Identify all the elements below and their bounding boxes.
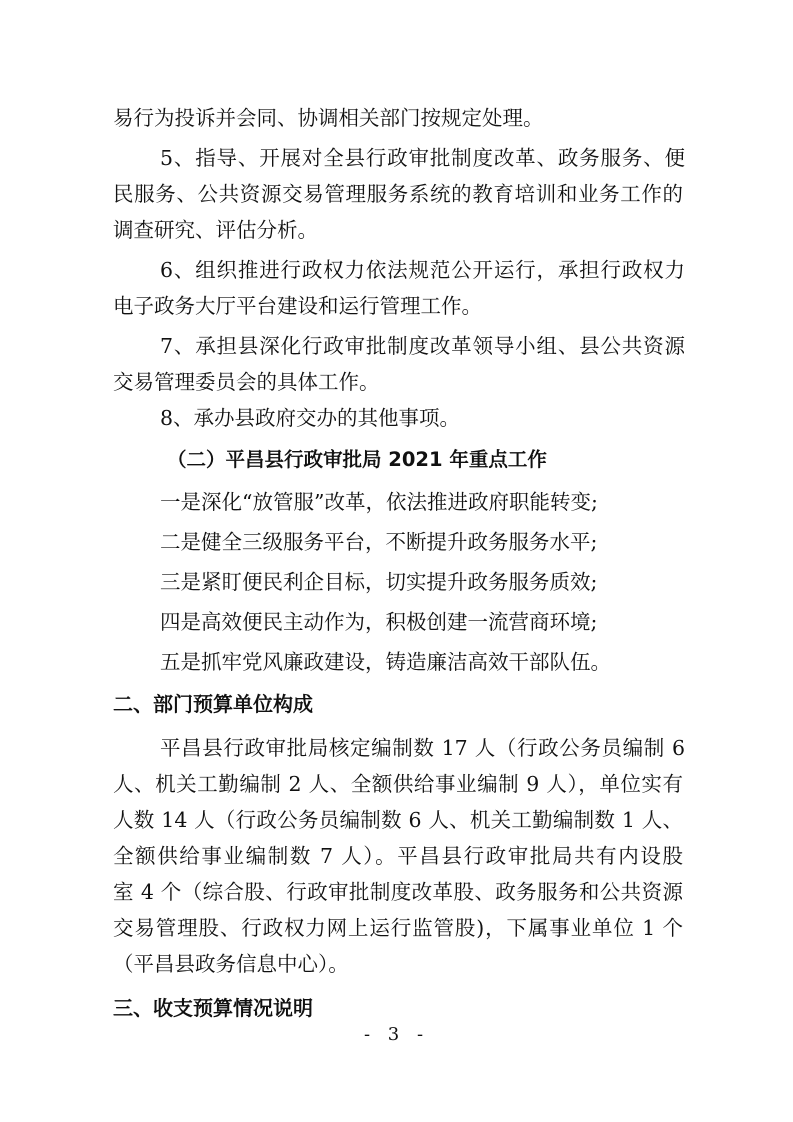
paragraph-line: （平昌县政务信息中心）。: [113, 952, 349, 976]
paragraph-line: 8、承办县政府交办的其他事项。: [160, 406, 461, 430]
paragraph-line: 5、指导、开展对全县行政审批制度改革、政务服务、便: [160, 146, 685, 170]
section-subheading: （二）平昌县行政审批局 2021 年重点工作: [167, 448, 547, 471]
paragraph-line: 民服务、公共资源交易管理服务系统的教育培训和业务工作的: [113, 182, 683, 206]
paragraph-line: 6、组织推进行政权力依法规范公开运行，承担行政权力: [160, 258, 685, 282]
paragraph-line: 五是抓牢党风廉政建设，铸造廉洁高效干部队伍。: [160, 650, 611, 674]
paragraph-line: 室 4 个（综合股、行政审批制度改革股、政务服务和公共资源: [113, 880, 683, 904]
paragraph-line: 7、承担县深化行政审批制度改革领导小组、县公共资源: [160, 334, 685, 358]
paragraph-line: 电子政务大厅平台建设和运行管理工作。: [113, 294, 482, 318]
paragraph-line: 三是紧盯便民利企目标，切实提升政务服务质效;: [160, 570, 598, 594]
paragraph-line: 人数 14 人（行政公务员编制数 6 人、机关工勤编制数 1 人、: [113, 808, 683, 832]
paragraph-line: 二是健全三级服务平台，不断提升政务服务水平;: [160, 530, 598, 554]
paragraph-line: 调查研究、评估分析。: [113, 218, 318, 242]
paragraph-line: 交易管理委员会的具体工作。: [113, 370, 380, 394]
paragraph-line: 全额供给事业编制数 7 人）。平昌县行政审批局共有内设股: [113, 844, 683, 868]
section-heading: 三、收支预算情况说明: [113, 996, 313, 1020]
paragraph-line: 交易管理股、行政权力网上运行监管股)，下属事业单位 1 个: [113, 916, 683, 940]
paragraph-line: 四是高效便民主动作为，积极创建一流营商环境;: [160, 610, 598, 634]
paragraph-line: 人、机关工勤编制 2 人、全额供给事业编制 9 人），单位实有: [113, 772, 683, 796]
paragraph-line: 平昌县行政审批局核定编制数 17 人（行政公务员编制 6: [160, 736, 685, 760]
paragraph-line: 易行为投诉并会同、协调相关部门按规定处理。: [113, 106, 544, 130]
paragraph-line: 一是深化“放管服”改革，依法推进政府职能转变;: [160, 490, 598, 514]
page-number: - 3 -: [363, 1024, 430, 1045]
section-heading: 二、部门预算单位构成: [113, 692, 313, 716]
